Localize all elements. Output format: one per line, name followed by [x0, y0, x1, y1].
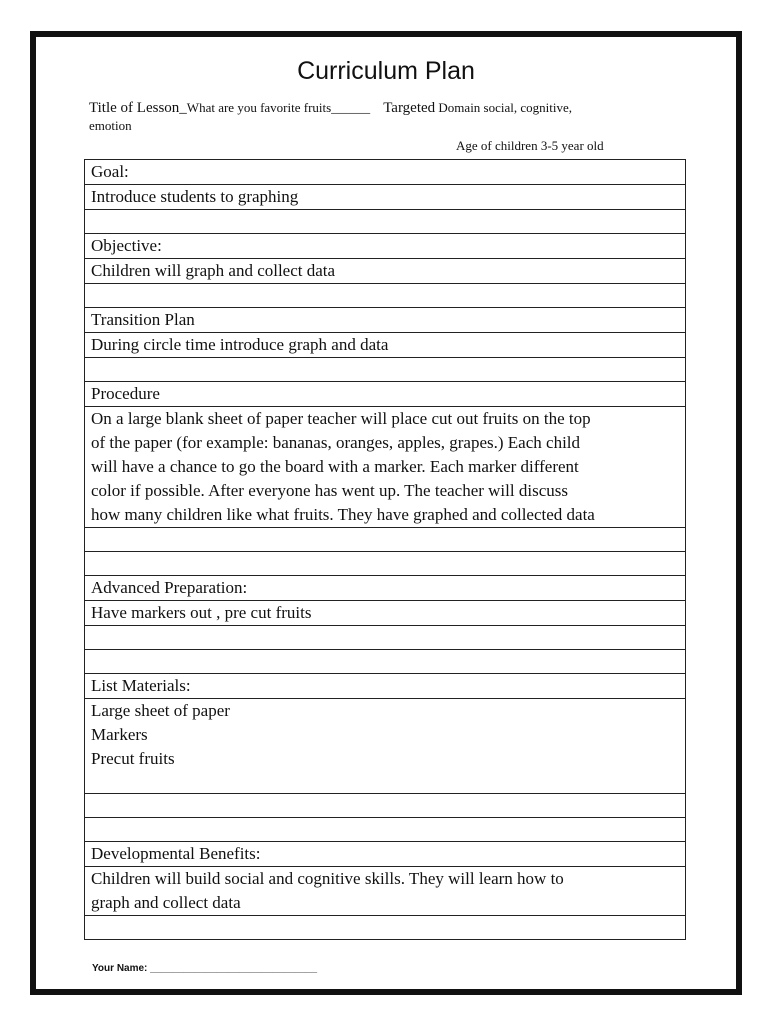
benefits-text [85, 867, 686, 916]
procedure-line: how many children like what fruits. They have graphed and collected data [91, 505, 595, 524]
blank-row [85, 794, 686, 818]
page-title: Curriculum Plan [297, 57, 475, 85]
blank-row [85, 528, 686, 552]
blank-row [85, 552, 686, 576]
blank-row [85, 818, 686, 842]
document-frame [30, 31, 742, 995]
objective-text: Children will graph and collect data [85, 259, 686, 284]
lesson-info [89, 99, 689, 135]
materials-list [85, 699, 686, 794]
blank-row [85, 650, 686, 674]
objective-heading: Objective: [85, 234, 686, 259]
lesson-value: What are you favorite fruits______ [186, 100, 371, 115]
blank-row [85, 210, 686, 234]
procedure-line: of the paper (for example: bananas, oranges, apples, grapes.) Each child [91, 433, 581, 452]
lesson-label: Title of Lesson_ [89, 100, 187, 116]
blank-row [85, 626, 686, 650]
procedure-text [85, 407, 686, 528]
procedure-line: will have a chance to go the board with a marker. Each marker different [91, 457, 579, 476]
goal-text: Introduce students to graphing [85, 185, 686, 210]
benefits-line: graph and collect data [91, 893, 241, 912]
blank-row [85, 916, 686, 940]
transition-heading: Transition Plan [85, 308, 686, 333]
your-name-field: Your Name: ______________________________ [92, 963, 318, 974]
preparation-heading: Advanced Preparation: [85, 576, 686, 601]
benefits-heading: Developmental Benefits: [85, 842, 686, 867]
plan-table [84, 159, 686, 940]
goal-heading: Goal: [85, 160, 686, 185]
targeted-value-cont: emotion [89, 118, 132, 133]
benefits-line: Children will build social and cognitive skills. They will learn how to [91, 869, 564, 888]
material-item: Precut fruits [91, 749, 175, 768]
targeted-value: Domain social, cognitive, [438, 100, 573, 115]
blank-row [85, 284, 686, 308]
material-item: Markers [91, 725, 148, 744]
blank-row [85, 358, 686, 382]
material-item: Large sheet of paper [91, 701, 230, 720]
preparation-text: Have markers out , pre cut fruits [85, 601, 686, 626]
procedure-heading: Procedure [85, 382, 686, 407]
procedure-line: On a large blank sheet of paper teacher will place cut out fruits on the top [91, 409, 591, 428]
age-of-children: Age of children 3-5 year old [456, 138, 604, 153]
materials-heading: List Materials: [85, 674, 686, 699]
procedure-line: color if possible. After everyone has went up. The teacher will discuss [91, 481, 568, 500]
transition-text: During circle time introduce graph and data [85, 333, 686, 358]
targeted-label: Targeted [383, 100, 436, 116]
